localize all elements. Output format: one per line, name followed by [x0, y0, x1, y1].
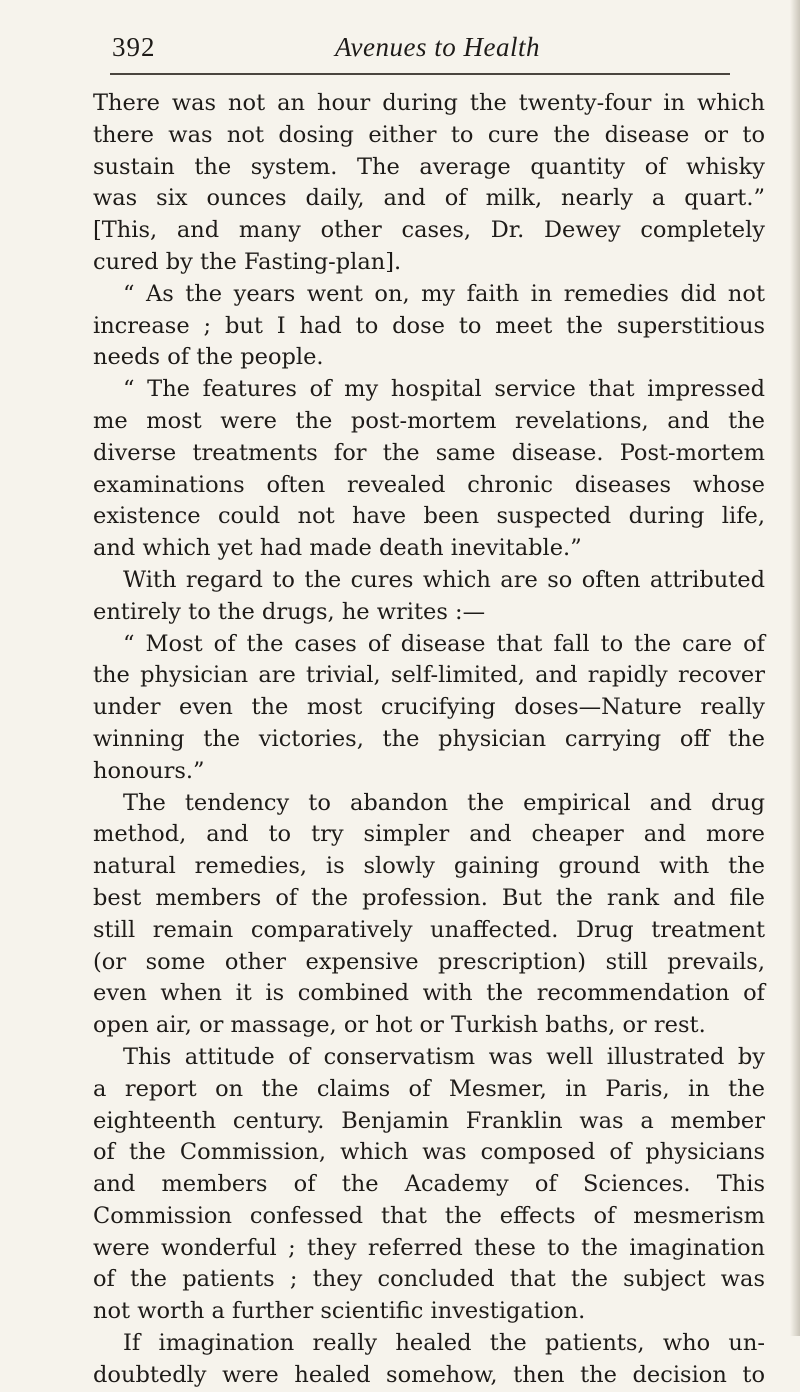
text-line: doubtedly were healed somehow, then the decision to — [93, 1361, 765, 1388]
page-number: 392 — [112, 32, 156, 62]
text-line: a report on the claims of Mesmer, in Paris, in the — [93, 1075, 765, 1102]
text-line: best members of the profession. But the rank and file — [93, 884, 765, 911]
text-line: [This, and many other cases, Dr. Dewey completely — [93, 217, 765, 244]
text-line: were wonderful ; they referred these to the imagination — [93, 1234, 765, 1261]
text-line: With regard to the cures which are so often attributed — [123, 566, 765, 593]
running-head — [94, 32, 730, 72]
text-line: “ The features of my hospital service that impressed — [123, 376, 765, 403]
text-line: natural remedies, is slowly gaining ground with the — [93, 853, 765, 880]
text-line: of the patients ; they concluded that the subject was — [93, 1266, 765, 1293]
text-line: examinations often revealed chronic diseases whose — [93, 471, 765, 498]
text-line: and which yet had made death inevitable.” — [93, 535, 582, 562]
text-line: “ Most of the cases of disease that fall to the care of — [123, 630, 765, 657]
text-line: honours.” — [93, 757, 205, 784]
text-line: If imagination really healed the patients, who un- — [123, 1330, 765, 1357]
text-line: Commission confessed that the effects of mesmerism — [93, 1202, 765, 1229]
header-rule — [110, 73, 730, 75]
text-line: increase ; but I had to dose to meet the superstitious — [93, 312, 765, 339]
text-line: not worth a further scientific investigation. — [93, 1298, 586, 1325]
text-line: the physician are trivial, self-limited, and rapidly recover — [93, 662, 765, 689]
text-line: still remain comparatively unaffected. Drug treatment — [93, 916, 765, 943]
text-line: entirely to the drugs, he writes :— — [93, 598, 486, 625]
text-line: existence could not have been suspected during life, — [93, 503, 765, 530]
text-line: and members of the Academy of Sciences. This — [93, 1171, 765, 1198]
text-line: (or some other expensive prescription) still prevails, — [93, 948, 765, 975]
body-text — [93, 88, 765, 1392]
text-line: method, and to try simpler and cheaper and more — [93, 821, 765, 848]
text-line: eighteenth century. Benjamin Franklin was a member — [93, 1107, 765, 1134]
text-line: diverse treatments for the same disease. Post-mortem — [93, 439, 765, 466]
running-title: Avenues to Health — [335, 32, 540, 62]
text-line: needs of the people. — [93, 344, 324, 371]
text-line: even when it is combined with the recommendation of — [93, 980, 765, 1007]
text-line: was six ounces daily, and of milk, nearly a quart.” — [93, 185, 765, 212]
text-line: me most were the post-mortem revelations, and the — [93, 407, 765, 434]
text-line: sustain the system. The average quantity of whisky — [93, 153, 765, 180]
text-line: under even the most crucifying doses—Nature really — [93, 694, 765, 721]
text-line: there was not dosing either to cure the disease or to — [93, 121, 765, 148]
text-line: open air, or massage, or hot or Turkish baths, or rest. — [93, 1012, 706, 1039]
page-edge-shadow — [790, 0, 800, 1336]
text-line: “ As the years went on, my faith in remedies did not — [123, 280, 765, 307]
text-line: winning the victories, the physician carrying off the — [93, 725, 765, 752]
text-line: There was not an hour during the twenty-four in which — [93, 90, 765, 116]
text-line: This attitude of conservatism was well illustrated by — [123, 1043, 765, 1070]
text-line: cured by the Fasting-plan]. — [93, 248, 402, 275]
text-line: of the Commission, which was composed of physicians — [93, 1139, 765, 1166]
text-line: The tendency to abandon the empirical and drug — [123, 789, 765, 816]
